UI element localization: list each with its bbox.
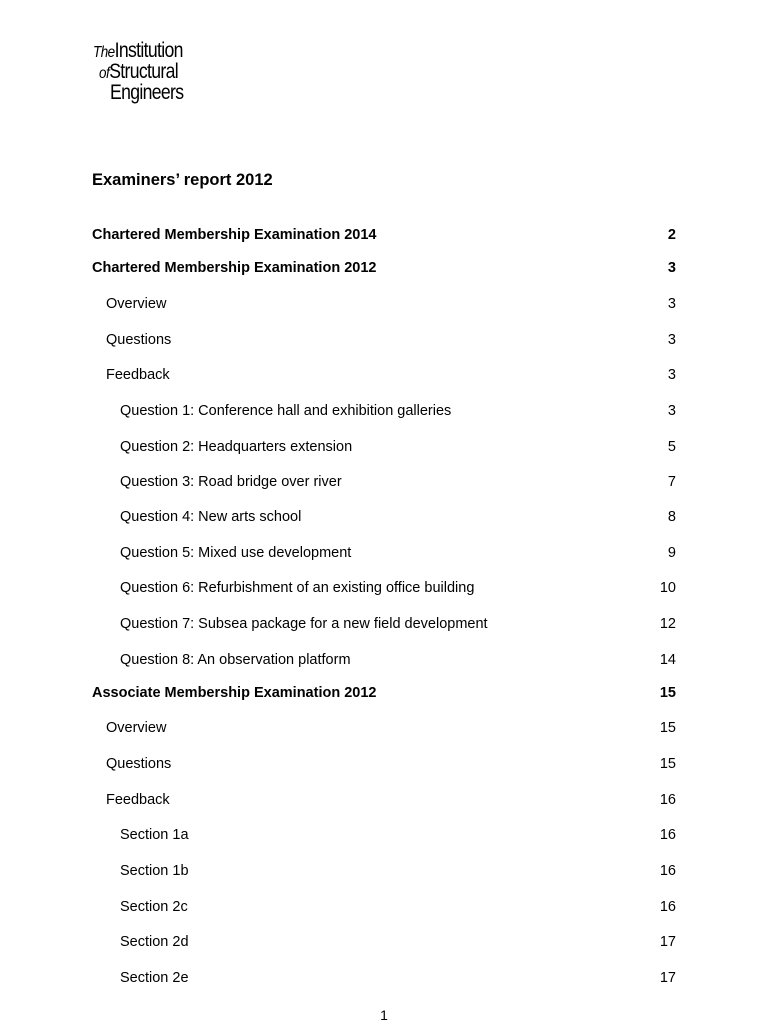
- toc-entry-page-number: 2: [667, 227, 676, 243]
- toc-entry[interactable]: [120, 861, 676, 881]
- toc-entry-label: Questions: [106, 756, 172, 772]
- toc-entry-page-number: 17: [659, 970, 676, 986]
- toc-entry[interactable]: [120, 897, 676, 917]
- toc-entry[interactable]: [120, 437, 676, 457]
- toc-entry[interactable]: [120, 614, 676, 634]
- toc-entry[interactable]: [120, 578, 676, 598]
- toc-entry-page-number: 3: [667, 332, 676, 348]
- toc-entry-label: Question 5: Mixed use development: [120, 545, 352, 561]
- toc-entry-page-number: 3: [667, 296, 676, 312]
- toc-entry-label: Section 2e: [120, 970, 189, 986]
- page-number: 1: [380, 1007, 388, 1023]
- toc-entry-label: Section 1a: [120, 827, 189, 843]
- toc-entry-label: Chartered Membership Examination 2012: [92, 260, 377, 276]
- toc-entry-label: Section 1b: [120, 863, 189, 879]
- toc-entry-label: Question 4: New arts school: [120, 509, 302, 525]
- toc-entry-page-number: 16: [659, 827, 676, 843]
- toc-entry[interactable]: [120, 932, 676, 952]
- toc-entry-label: Question 3: Road bridge over river: [120, 474, 342, 490]
- toc-entry[interactable]: [120, 650, 676, 670]
- toc-entry-page-number: 17: [659, 934, 676, 950]
- toc-entry-page-number: 15: [659, 685, 676, 701]
- toc-entry[interactable]: [106, 365, 676, 385]
- toc-entry-page-number: 16: [659, 899, 676, 915]
- toc-entry-page-number: 3: [667, 260, 676, 276]
- toc-entry[interactable]: [120, 472, 676, 492]
- toc-entry-label: Associate Membership Examination 2012: [92, 685, 377, 701]
- toc-entry-page-number: 14: [659, 652, 676, 668]
- toc-entry-label: Overview: [106, 720, 167, 736]
- toc-entry[interactable]: [106, 294, 676, 314]
- toc-entry-label: Feedback: [106, 367, 170, 383]
- toc-entry[interactable]: [120, 507, 676, 527]
- toc-entry-page-number: 3: [667, 367, 676, 383]
- toc-entry[interactable]: [106, 790, 676, 810]
- toc-entry-page-number: 15: [659, 720, 676, 736]
- toc-entry-page-number: 10: [659, 580, 676, 596]
- toc-entry[interactable]: [106, 330, 676, 350]
- toc-entry[interactable]: [106, 718, 676, 738]
- toc-entry-page-number: 7: [667, 474, 676, 490]
- toc-entry-label: Question 2: Headquarters extension: [120, 439, 353, 455]
- toc-entry[interactable]: [120, 543, 676, 563]
- toc-entry[interactable]: [120, 968, 676, 988]
- toc-entry-page-number: 12: [659, 616, 676, 632]
- logo-word-the: The: [93, 44, 115, 61]
- logo-word-engineers: Engineers: [110, 81, 184, 104]
- toc-entry-page-number: 9: [667, 545, 676, 561]
- toc-entry[interactable]: [120, 401, 676, 421]
- logo-word-institution: Institution: [114, 39, 183, 62]
- toc-entry-label: Section 2c: [120, 899, 188, 915]
- toc-entry-label: Questions: [106, 332, 172, 348]
- toc-entry-page-number: 5: [667, 439, 676, 455]
- toc-entry-page-number: 16: [659, 792, 676, 808]
- document-title: Examiners’ report 2012: [92, 171, 273, 189]
- logo-word-structural: Structural: [109, 60, 178, 83]
- toc-entry-page-number: 8: [667, 509, 676, 525]
- toc-entry-page-number: 16: [659, 863, 676, 879]
- toc-entry[interactable]: [92, 683, 676, 703]
- toc-entry-label: Section 2d: [120, 934, 189, 950]
- toc-entry-page-number: 15: [659, 756, 676, 772]
- toc-entry[interactable]: [92, 225, 676, 245]
- toc-entry-page-number: 3: [667, 403, 676, 419]
- toc-entry-label: Question 1: Conference hall and exhibition galleries: [120, 403, 452, 419]
- toc-entry-label: Question 8: An observation platform: [120, 652, 351, 668]
- toc-entry[interactable]: [120, 825, 676, 845]
- toc-entry-label: Overview: [106, 296, 167, 312]
- toc-entry-label: Question 7: Subsea package for a new field development: [120, 616, 488, 632]
- logo-word-of: of: [99, 65, 110, 82]
- toc-entry[interactable]: [106, 754, 676, 774]
- toc-entry-label: Question 6: Refurbishment of an existing office building: [120, 580, 475, 596]
- toc-entry[interactable]: [92, 258, 676, 278]
- toc-entry-label: Feedback: [106, 792, 170, 808]
- toc-entry-label: Chartered Membership Examination 2014: [92, 227, 377, 243]
